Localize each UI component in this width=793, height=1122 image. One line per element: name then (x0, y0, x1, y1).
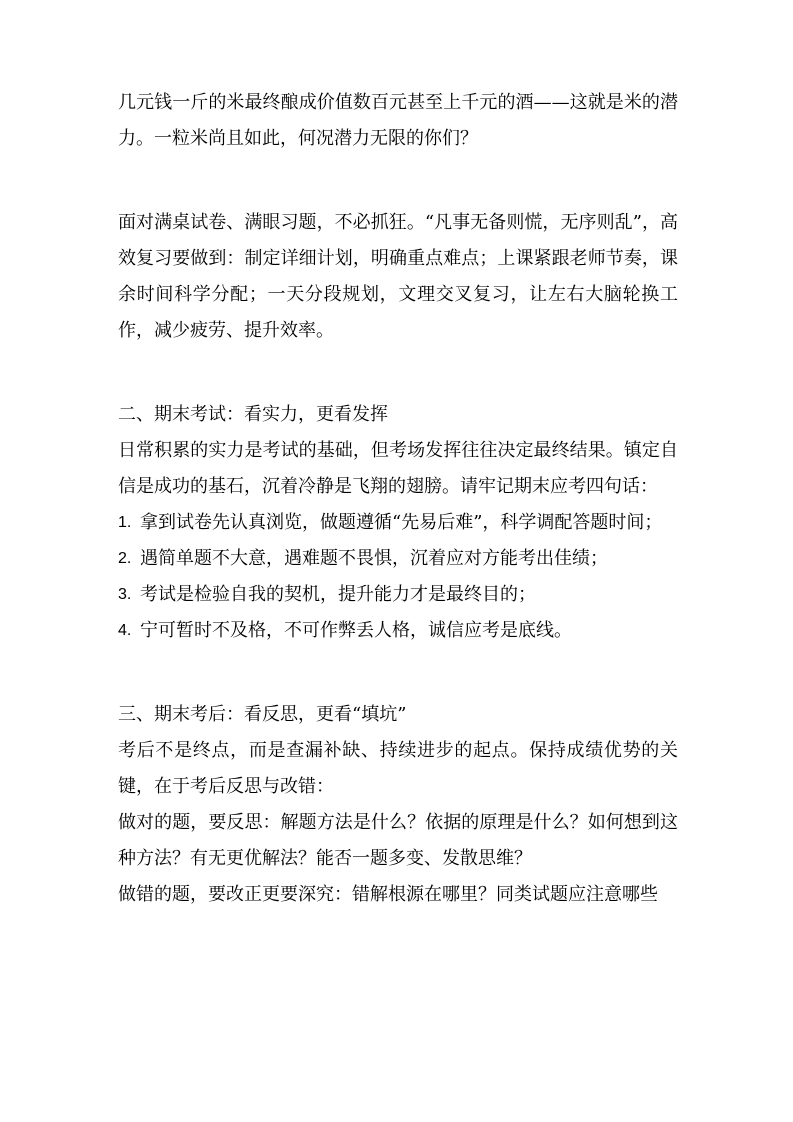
list-item (118, 577, 678, 613)
paragraph-gap (118, 649, 678, 697)
section-heading-exam: 二、期末考试：看实力，更看发挥 (118, 404, 388, 425)
section-heading-after-exam: 三、期末考后：看反思，更看“填坑” (118, 704, 407, 725)
list-item (118, 613, 678, 649)
paragraph-gap (118, 349, 678, 397)
document-page (118, 85, 678, 913)
paragraph-rice-potential: 几元钱一斤的米最终酿成价值数百元甚至上千元的酒——这就是米的潜力。一粒米尚且如此，何况潜力无限的你们？ (118, 92, 678, 149)
list-text: 宁可暂时不及格，不可作弊丢人格，诚信应考是底线。 (140, 620, 572, 641)
paragraph-exam-intro: 日常积累的实力是考试的基础，但考场发挥往往决定最终结果。镇定自信是成功的基石，沉着冷静是飞翔的翅膀。请牢记期末应考四句话： (118, 440, 678, 497)
list-text: 考试是检验自我的契机，提升能力才是最终目的； (140, 584, 536, 605)
list-number: 2. (118, 550, 132, 567)
list-item (118, 541, 678, 577)
paragraph-correct-answers: 做对的题，要反思：解题方法是什么？依据的原理是什么？如何想到这种方法？有无更优解法？能否一题多变、发散思维？ (118, 812, 678, 869)
paragraph-after-exam-intro: 考后不是终点，而是查漏补缺、持续进步的起点。保持成绩优势的关键，在于考后反思与改错： (118, 740, 678, 797)
list-text: 拿到试卷先认真浏览，做题遵循“先易后难”，科学调配答题时间； (140, 512, 663, 533)
list-item (118, 505, 678, 541)
list-number: 4. (118, 622, 132, 639)
paragraph-gap (118, 157, 678, 205)
list-number: 1. (118, 514, 132, 531)
list-number: 3. (118, 586, 132, 603)
list-text: 遇简单题不大意，遇难题不畏惧，沉着应对方能考出佳绩； (140, 548, 608, 569)
paragraph-wrong-answers: 做错的题，要改正更要深究：错解根源在哪里？同类试题应注意哪些 (118, 884, 658, 905)
paragraph-review-plan: 面对满桌试卷、满眼习题，不必抓狂。“凡事无备则慌，无序则乱”，高效复习要做到：制定详细计划，明确重点难点；上课紧跟老师节奏，课余时间科学分配；一天分段规划，文理交叉复习，让左右大脑轮换工作，减少疲劳、提升效率。 (118, 212, 678, 341)
